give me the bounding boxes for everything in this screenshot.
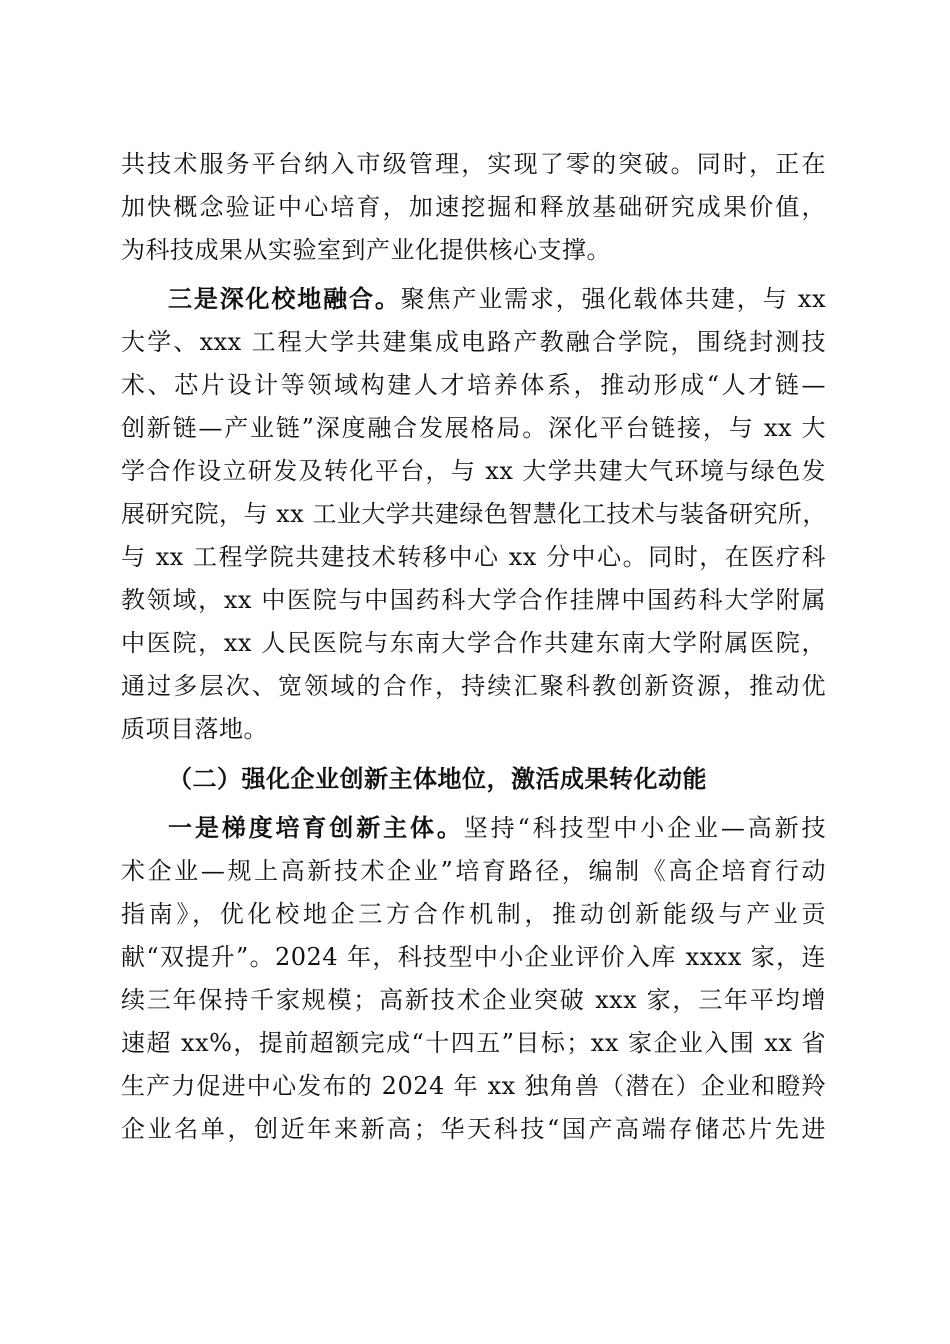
paragraph-3-line-5: 续三年保持千家规模；高新技术企业突破 xxx 家，三年平均增 <box>121 986 826 1014</box>
paragraph-2-line-9: 中医院，xx 人民医院与东南大学合作共建东南大学附属医院， <box>121 629 826 657</box>
paragraph-2-line-7: 与 xx 工程学院共建技术转移中心 xx 分中心。同时，在医疗科 <box>121 543 826 571</box>
paragraph-1-line-1: 共技术服务平台纳入市级管理，实现了零的突破。同时，正在 <box>121 150 826 178</box>
paragraph-3-lead: 一是梯度培育创新主体。 <box>168 813 464 842</box>
paragraph-3-line-6: 速超 xx%，提前超额完成“十四五”目标；xx 家企业入围 xx 省 <box>121 1029 826 1057</box>
paragraph-2-line-6: 展研究院，与 xx 工业大学共建绿色智慧化工技术与装备研究所， <box>121 500 827 528</box>
paragraph-3-line-1 <box>168 812 826 844</box>
paragraph-3-line-2: 术企业—规上高新技术企业”培育路径，编制《高企培育行动 <box>121 857 826 885</box>
paragraph-3-line-8: 企业名单，创近年来新高；华天科技“国产高端存储芯片先进 <box>121 1115 826 1143</box>
paragraph-3-line-4: 献“双提升”。2024 年，科技型中小企业评价入库 xxxx 家，连 <box>121 943 826 971</box>
paragraph-2-line-10: 通过多层次、宽领域的合作，持续汇聚科教创新资源，推动优 <box>121 672 826 700</box>
paragraph-2-line-5: 学合作设立研发及转化平台，与 xx 大学共建大气环境与绿色发 <box>121 457 826 485</box>
paragraph-3-line-3: 指南》，优化校地企三方合作机制，推动创新能级与产业贡 <box>121 900 826 928</box>
paragraph-2-first-rest: 聚焦产业需求，强化载体共建，与 xx <box>400 285 826 313</box>
section-heading: （二）强化企业创新主体地位，激活成果转化动能 <box>168 764 707 793</box>
paragraph-2-lead: 三是深化校地融合。 <box>168 284 401 313</box>
paragraph-2-line-4: 创新链—产业链”深度融合发展格局。深化平台链接，与 xx 大 <box>121 414 826 442</box>
paragraph-1-line-3: 为科技成果从实验室到产业化提供核心支撑。 <box>121 236 611 264</box>
paragraph-3-line-7: 生产力促进中心发布的 2024 年 xx 独角兽（潜在）企业和瞪羚 <box>121 1072 826 1100</box>
paragraph-2-line-11: 质项目落地。 <box>121 715 268 743</box>
paragraph-3-first-rest: 坚持“科技型中小企业—高新技 <box>463 814 826 842</box>
paragraph-2-line-2: 大学、xxx 工程大学共建集成电路产教融合学院，围绕封测技 <box>121 328 826 356</box>
paragraph-2-line-1 <box>168 283 826 315</box>
paragraph-1-line-2: 加快概念验证中心培育，加速挖掘和释放基础研究成果价值， <box>121 193 826 221</box>
paragraph-2-line-8: 教领域，xx 中医院与中国药科大学合作挂牌中国药科大学附属 <box>121 586 826 614</box>
paragraph-2-line-3: 术、芯片设计等领域构建人才培养体系，推动形成“人才链— <box>121 371 826 399</box>
